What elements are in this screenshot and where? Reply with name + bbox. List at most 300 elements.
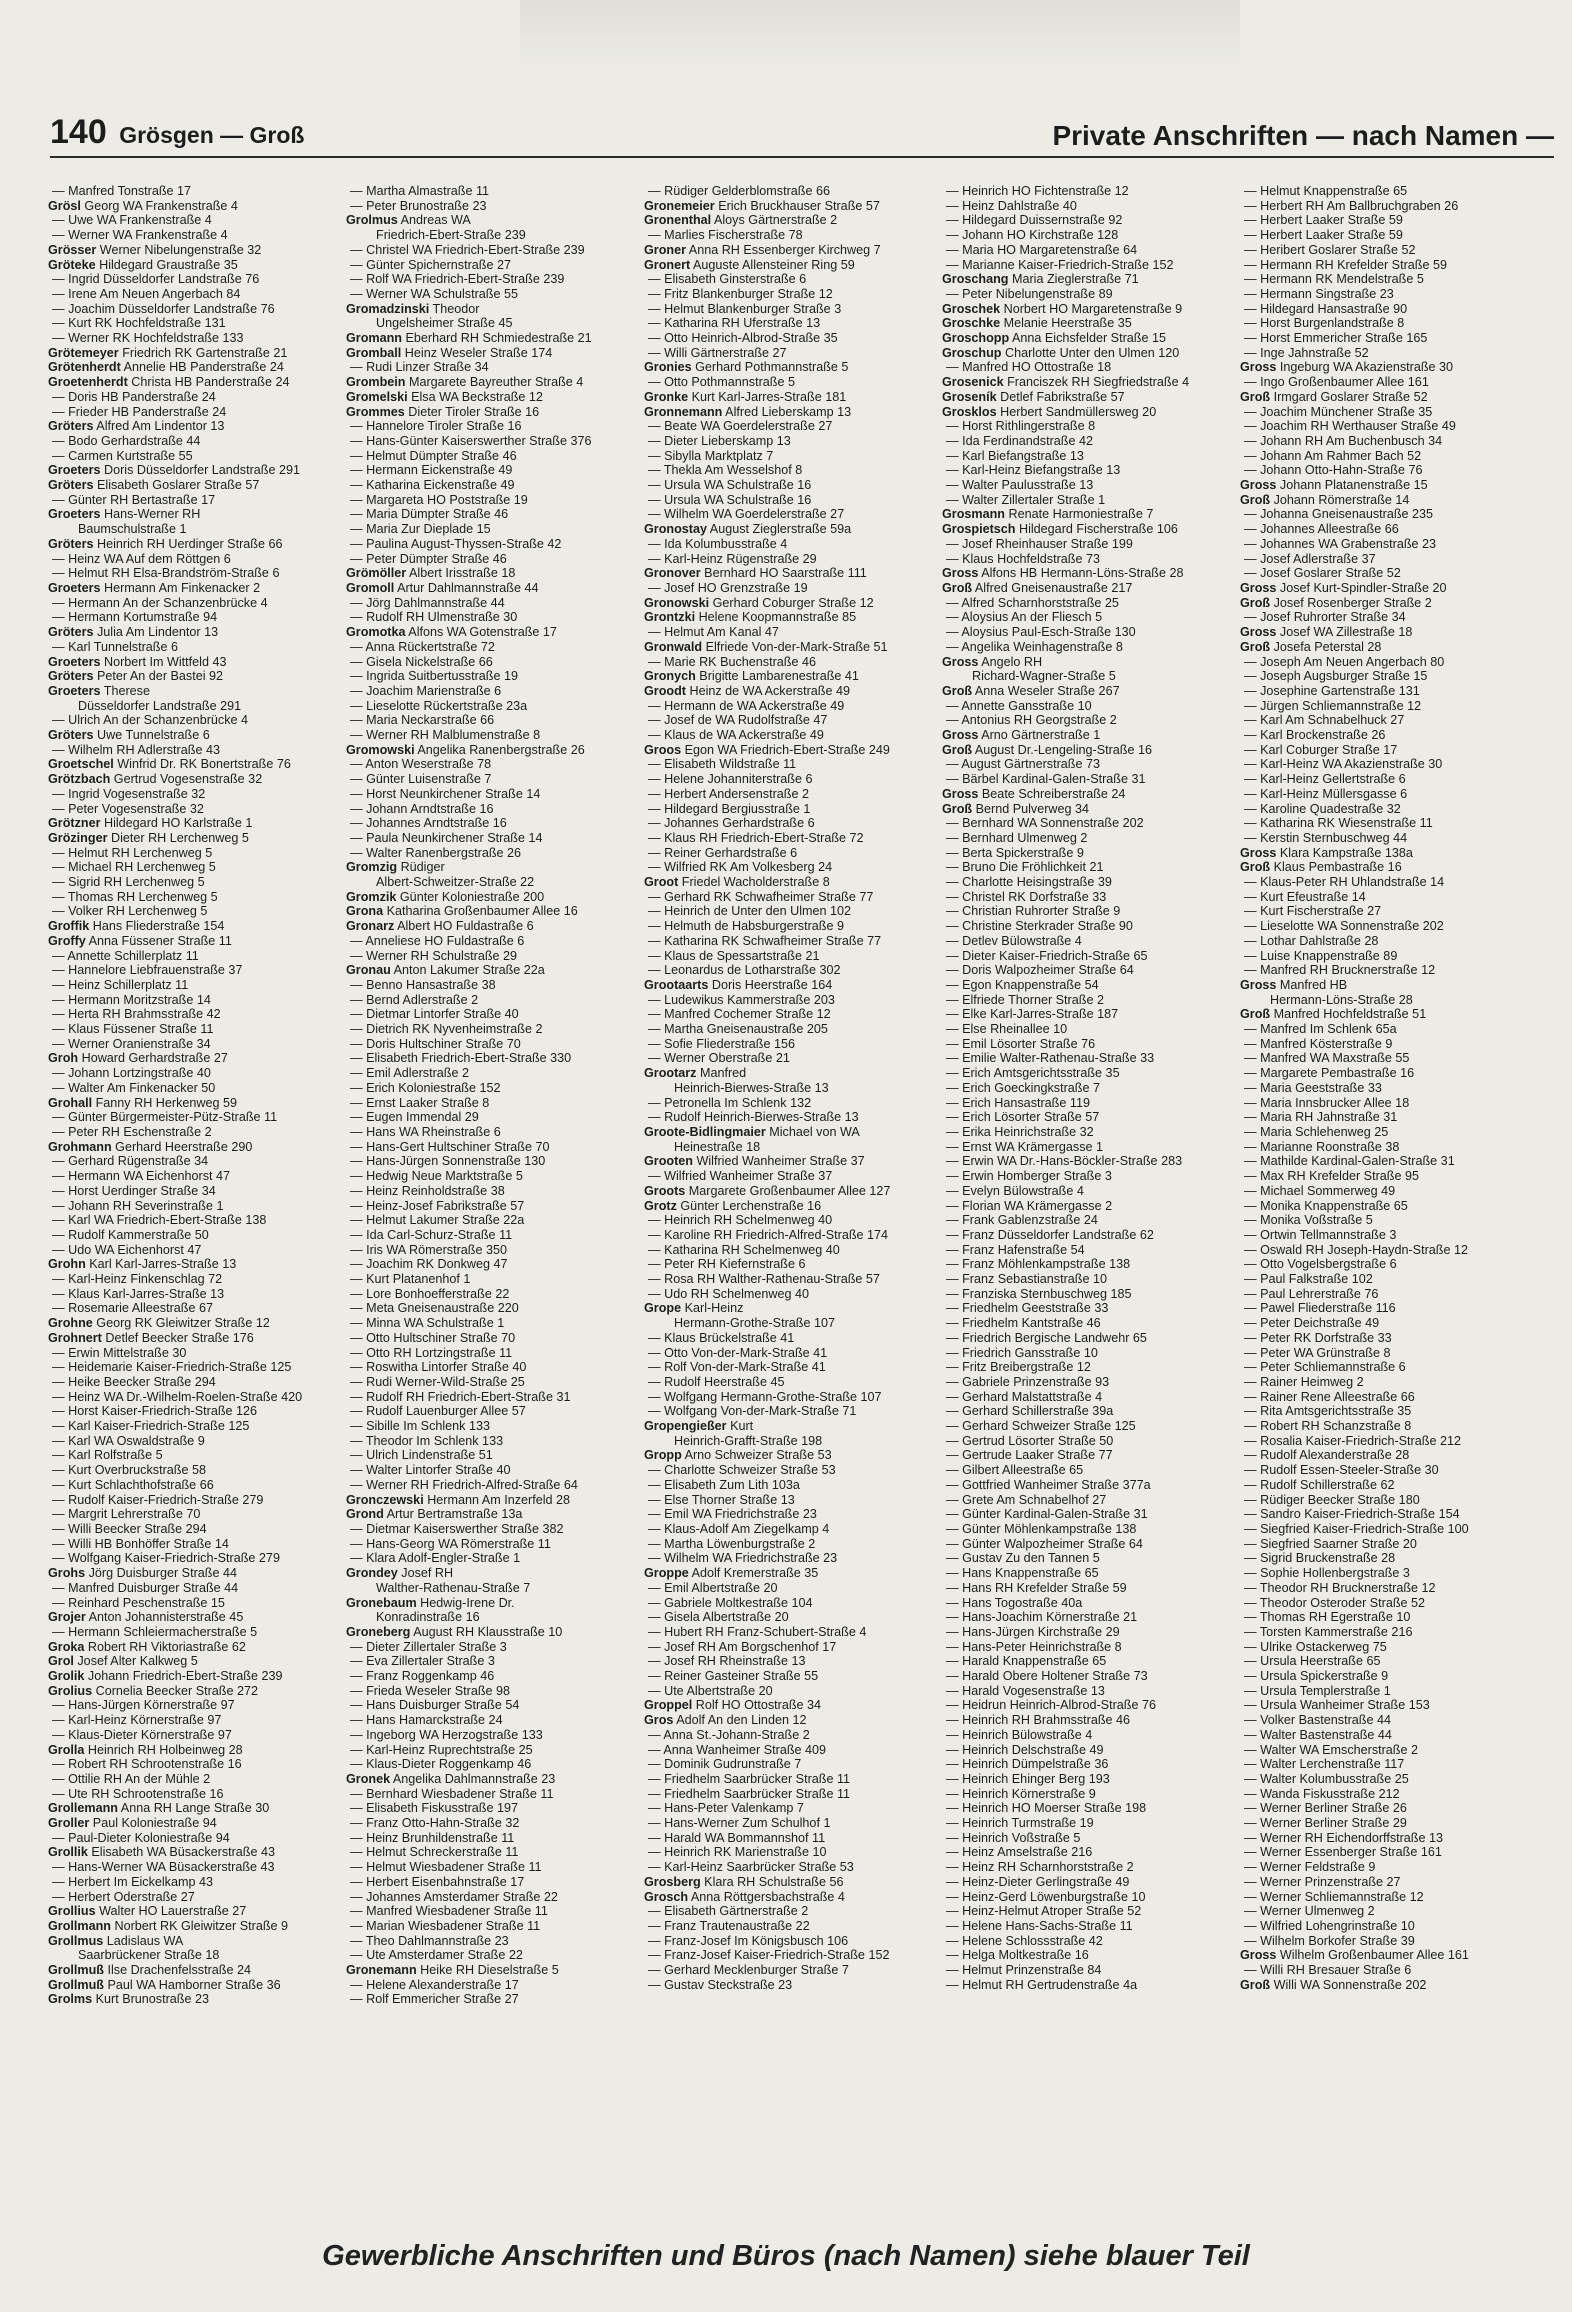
directory-entry: — Karl Kaiser-Friedrich-Straße 125 [52, 1419, 250, 1434]
directory-entry: — Gerhard Malstattstraße 4 [946, 1389, 1103, 1404]
directory-entry: Grollius Walter HO Lauerstraße 27 [48, 1904, 247, 1919]
directory-entry: — Heinrich HO Fichtenstraße 12 [946, 184, 1129, 198]
surname: Groeters [48, 507, 101, 522]
surname: Gröters [48, 728, 94, 743]
directory-entry: — Kurt Efeustraße 14 [1244, 889, 1366, 904]
directory-entry: — Detlev Bülowstraße 4 [946, 933, 1082, 948]
directory-entry: — Hannelore Liebfrauenstraße 37 [52, 963, 243, 978]
directory-entry: — Gerhard RK Schwafheimer Straße 77 [648, 889, 874, 904]
directory-entry: — Angelika Weinhagenstraße 8 [946, 639, 1123, 654]
directory-entry: — Josephine Gartenstraße 131 [1244, 683, 1420, 698]
directory-entry: — Gottfried Wanheimer Straße 377a [946, 1477, 1151, 1492]
directory-entry: — Franz Düsseldorfer Landstraße 62 [946, 1227, 1154, 1242]
directory-entry: Groß Manfred Hochfeldstraße 51 [1240, 1007, 1427, 1022]
directory-entry: — Willi Gärtnerstraße 27 [648, 345, 787, 360]
surname: Grolik [48, 1669, 85, 1684]
directory-entry: — Joachim Münchener Straße 35 [1244, 404, 1433, 419]
directory-entry: — Anna Wanheimer Straße 409 [648, 1742, 827, 1757]
directory-entry: Gröters Alfred Am Lindentor 13 [48, 419, 225, 434]
directory-entry: Grombein Margarete Bayreuther Straße 4 [346, 375, 584, 390]
directory-entry: — Günter Bürgermeister-Pütz-Straße 11 [52, 1110, 278, 1125]
directory-entry: — Heinrich Delschstraße 49 [946, 1742, 1104, 1757]
directory-entry: Richard-Wagner-Straße 5 [972, 669, 1116, 684]
surname: Grötenherdt [48, 360, 121, 375]
surname: Gronau [346, 963, 391, 978]
surname: Gromadzinski [346, 301, 430, 316]
column-5 [1240, 184, 1538, 2219]
surname: Gröters [48, 478, 94, 493]
directory-entry: — Friedhelm Geeststraße 33 [946, 1301, 1109, 1316]
directory-entry: — Josef Rheinhauser Straße 199 [946, 536, 1133, 551]
directory-entry: — Maria Dümpter Straße 46 [350, 507, 509, 522]
directory-entry: Grospietsch Hildegard Fischerstraße 106 [942, 522, 1178, 537]
surname: Groß [942, 580, 973, 595]
directory-entry: — Ortwin Tellmannstraße 3 [1244, 1227, 1397, 1242]
directory-entry: — Gustav Zu den Tannen 5 [946, 1551, 1100, 1566]
directory-entry: — Willi Beecker Straße 294 [52, 1521, 207, 1536]
directory-entry: — Franziska Sternbuschweg 185 [946, 1286, 1132, 1301]
directory-entry: — Reinhard Peschenstraße 15 [52, 1595, 225, 1610]
directory-entry: — Rudi Linzer Straße 34 [350, 360, 489, 375]
directory-entry: — Heinrich HO Moerser Straße 198 [946, 1801, 1147, 1816]
directory-entry: — Lieselotte WA Sonnenstraße 202 [1244, 919, 1444, 934]
surname: Gros [644, 1713, 674, 1728]
directory-entry: Gros Adolf An den Linden 12 [644, 1713, 807, 1728]
directory-entry: — Peter Vogesenstraße 32 [52, 801, 204, 816]
directory-entry: Groseník Detlef Fabrikstraße 57 [942, 389, 1125, 404]
directory-entry: — Doris Hultschiner Straße 70 [350, 1036, 521, 1051]
directory-entry: — Irene Am Neuen Angerbach 84 [52, 286, 241, 301]
directory-entry: — Hans-Jürgen Sonnenstraße 130 [350, 1154, 546, 1169]
directory-entry: — Helene Johanniterstraße 6 [648, 772, 813, 787]
directory-entry: Gromball Heinz Weseler Straße 174 [346, 345, 553, 360]
directory-entry: — Siegfried Kaiser-Friedrich-Straße 100 [1244, 1521, 1469, 1536]
directory-entry: — Hans Hamarckstraße 24 [350, 1713, 503, 1728]
directory-entry: — Ulrike Ostackerweg 75 [1244, 1639, 1387, 1654]
directory-entry: — Egon Knappenstraße 54 [946, 977, 1099, 992]
directory-entry: — Elisabeth Zum Lith 103a [648, 1477, 800, 1492]
directory-entry: — Ida Ferdinandstraße 42 [946, 433, 1094, 448]
surname: Grommes [346, 404, 405, 419]
surname: Gronowski [644, 595, 710, 610]
directory-entry: — Jörg Dahlmannstraße 44 [350, 595, 505, 610]
directory-entry: — Bernhard WA Sonnenstraße 202 [946, 816, 1144, 831]
directory-entry: Grosch Anna Röttgersbachstraße 4 [644, 1889, 845, 1904]
directory-entry: — Harald Knappenstraße 65 [946, 1654, 1107, 1669]
directory-entry: — Dieter Kaiser-Friedrich-Straße 65 [946, 948, 1148, 963]
directory-entry: — Rüdiger Beecker Straße 180 [1244, 1492, 1420, 1507]
directory-entry: Grohnert Detlef Beecker Straße 176 [48, 1330, 254, 1345]
directory-entry: — Hans-Gert Hultschiner Straße 70 [350, 1139, 550, 1154]
directory-entry: — Robert RH Schanzstraße 8 [1244, 1419, 1412, 1434]
directory-entry: — Reiner Gasteiner Straße 55 [648, 1669, 819, 1684]
directory-entry: — Eva Zillertaler Straße 3 [350, 1654, 495, 1669]
directory-entry: — Heinrich Ehinger Berg 193 [946, 1771, 1110, 1786]
directory-entry: — Siegfried Saarner Straße 20 [1244, 1536, 1417, 1551]
surname: Grohnert [48, 1330, 102, 1345]
directory-entry: — Sophie Hollenbergstraße 3 [1244, 1566, 1410, 1581]
directory-entry: Grootaarts Doris Heerstraße 164 [644, 977, 833, 992]
directory-entry: Gropengießer Kurt [644, 1419, 754, 1434]
directory-entry: — Klaus-Peter RH Uhlandstraße 14 [1244, 875, 1445, 890]
directory-entry: — Franz Otto-Hahn-Straße 32 [350, 1816, 520, 1831]
directory-entry: Grötemeyer Friedrich RK Gartenstraße 21 [48, 345, 288, 360]
directory-entry: — Klaus-Dieter Roggenkamp 46 [350, 1757, 532, 1772]
directory-entry: — Marianne Kaiser-Friedrich-Straße 152 [946, 257, 1174, 272]
directory-entry: — Rolf WA Friedrich-Ebert-Straße 239 [350, 272, 565, 287]
directory-entry: — Inge Jahnstraße 52 [1244, 345, 1369, 360]
surname: Grollmuß [48, 1977, 104, 1992]
surname: Gronczewski [346, 1492, 424, 1507]
directory-entry: — Hans-Georg WA Römerstraße 11 [350, 1536, 551, 1551]
surname: Groß [942, 801, 973, 816]
directory-entry: — Heinz WA Dr.-Wilhelm-Roelen-Straße 420 [52, 1389, 303, 1404]
directory-entry: — Werner Ulmenweg 2 [1244, 1904, 1375, 1919]
directory-entry: — Karl Tunnelstraße 6 [52, 639, 178, 654]
directory-entry: — Rudi Werner-Wild-Straße 25 [350, 1374, 525, 1389]
surname: Grolms [48, 1992, 93, 2007]
directory-entry: — Klara Adolf-Engler-Straße 1 [350, 1551, 521, 1566]
directory-entry: — Johann HO Kirchstraße 128 [946, 228, 1119, 243]
directory-entry: — Karl Am Schnabelhuck 27 [1244, 713, 1405, 728]
directory-entry: — Ida Carl-Schurz-Straße 11 [350, 1227, 513, 1242]
directory-entry: Groppe Adolf Kremerstraße 35 [644, 1566, 819, 1581]
directory-entry: — Elisabeth Ginsterstraße 6 [648, 272, 807, 287]
surname: Grohall [48, 1095, 93, 1110]
directory-entry: — Otto Heinrich-Albrod-Straße 35 [648, 331, 838, 346]
directory-entry: — Joseph Am Neuen Angerbach 80 [1244, 654, 1445, 669]
directory-entry: — Lothar Dahlstraße 28 [1244, 933, 1379, 948]
directory-entry: — Mathilde Kardinal-Galen-Straße 31 [1244, 1154, 1455, 1169]
directory-entry: — Heinz-Josef Fabrikstraße 57 [350, 1198, 525, 1213]
directory-entry: Baumschulstraße 1 [78, 522, 187, 537]
directory-entry: Gromoll Artur Dahlmannstraße 44 [346, 580, 539, 595]
directory-entry: — Christian Ruhrorter Straße 9 [946, 904, 1121, 919]
directory-entry: — Paula Neunkirchener Straße 14 [350, 830, 543, 845]
directory-entry: — Aloysius An der Fliesch 5 [946, 610, 1103, 625]
directory-entry: — Manfred Wiesbadener Straße 11 [350, 1904, 548, 1919]
directory-entry: — Benno Hansastraße 38 [350, 977, 496, 992]
directory-entry: Groeters Doris Düsseldorfer Landstraße 291 [48, 463, 300, 478]
directory-entry: Gröteke Hildegard Graustraße 35 [48, 257, 238, 272]
directory-entry: Saarbrückener Straße 18 [78, 1948, 220, 1963]
directory-entry: Grötenherdt Annelie HB Panderstraße 24 [48, 360, 284, 375]
directory-entry: — Karl-Heinz Biefangstraße 13 [946, 463, 1121, 478]
directory-entry: Groschke Melanie Heerstraße 35 [942, 316, 1132, 331]
directory-entry: Grötzbach Gertrud Vogesenstraße 32 [48, 772, 263, 787]
surname: Gromann [346, 331, 402, 346]
directory-entry: — Berta Spickerstraße 9 [946, 845, 1084, 860]
directory-entry: — Hermann WA Eichenhorst 47 [52, 1169, 231, 1184]
directory-entry: — Franz-Josef Im Königsbusch 106 [648, 1933, 849, 1948]
directory-entry: — Maria RH Jahnstraße 31 [1244, 1110, 1398, 1125]
surname: Grohn [48, 1257, 86, 1272]
directory-entry: — Martha Löwenburgstraße 2 [648, 1536, 816, 1551]
directory-entry: — Gerhard Schillerstraße 39a [946, 1404, 1114, 1419]
directory-entry: Grope Karl-Heinz [644, 1301, 744, 1316]
directory-entry: — Friedhelm Kantstraße 46 [946, 1316, 1101, 1331]
directory-entry: — Florian WA Krämergasse 2 [946, 1198, 1113, 1213]
directory-entry: — Helmuth de Habsburgerstraße 9 [648, 919, 844, 934]
directory-entry: — Hildegard Hansastraße 90 [1244, 301, 1408, 316]
directory-entry: — Klaus Füssener Straße 11 [52, 1022, 214, 1037]
directory-entry: — Manfred Duisburger Straße 44 [52, 1580, 239, 1595]
surname: Gropp [644, 1448, 682, 1463]
directory-entry: Groß Bernd Pulverweg 34 [942, 801, 1090, 816]
directory-entry: — Bernhard Ulmenweg 2 [946, 830, 1088, 845]
directory-entry: Grotz Günter Lerchenstraße 16 [644, 1198, 822, 1213]
surname: Grombein [346, 375, 406, 390]
directory-entry: — Franz Roggenkamp 46 [350, 1669, 495, 1684]
surname: Grootaarts [644, 977, 709, 992]
directory-entry: — Willi HB Bonhöffer Straße 14 [52, 1536, 229, 1551]
directory-entry: — Walter Am Finkenacker 50 [52, 1080, 216, 1095]
directory-entry: Grona Katharina Großenbaumer Allee 16 [346, 904, 578, 919]
directory-entry: — Johann RH Severinstraße 1 [52, 1198, 224, 1213]
directory-entry: — Jürgen Schliemannstraße 12 [1244, 698, 1422, 713]
directory-entry: — Otto Pothmannstraße 5 [648, 375, 795, 390]
directory-entry: — Rolf Von-der-Mark-Straße 41 [648, 1360, 826, 1375]
directory-entry: — Luise Knappenstraße 89 [1244, 948, 1398, 963]
directory-entry: — Herbert Laaker Straße 59 [1244, 228, 1403, 243]
directory-entry: — Werner Schliemannstraße 12 [1244, 1889, 1424, 1904]
directory-entry: — Günter Möhlenkampstraße 138 [946, 1521, 1137, 1536]
directory-entry: — Josef de WA Rudolfstraße 47 [648, 713, 828, 728]
directory-columns [48, 184, 1540, 2219]
directory-entry: Grohmann Gerhard Heerstraße 290 [48, 1139, 253, 1154]
directory-entry: — Klaus Karl-Jarres-Straße 13 [52, 1286, 225, 1301]
directory-entry: Gronych Brigitte Lambarenestraße 41 [644, 669, 859, 684]
directory-entry: — Hermann Kortumstraße 94 [52, 610, 218, 625]
directory-entry: Groetschel Winfrid Dr. RK Bonertstraße 76 [48, 757, 291, 772]
directory-entry: — Otto Von-der-Mark-Straße 41 [648, 1345, 828, 1360]
directory-entry: — Rudolf Heinrich-Bierwes-Straße 13 [648, 1110, 859, 1125]
directory-entry: Gromotka Alfons WA Gotenstraße 17 [346, 625, 557, 640]
surname: Grömöller [346, 566, 407, 581]
directory-entry: — Evelyn Bülowstraße 4 [946, 1183, 1084, 1198]
directory-entry: — Marie RK Buchenstraße 46 [648, 654, 816, 669]
directory-entry: — Heinrich Turmstraße 19 [946, 1816, 1094, 1831]
directory-entry: — Thomas RH Lerchenweg 5 [52, 889, 218, 904]
directory-entry: — Ute Albertstraße 20 [648, 1683, 773, 1698]
directory-entry: — Gabriele Prinzenstraße 93 [946, 1374, 1110, 1389]
surname: Groß [1240, 1007, 1271, 1022]
directory-entry: Grommes Dieter Tiroler Straße 16 [346, 404, 540, 419]
directory-entry: — Christel WA Friedrich-Ebert-Straße 239 [350, 242, 585, 257]
directory-entry: — Karl-Heinz Körnerstraße 97 [52, 1713, 222, 1728]
directory-entry: Groner Anna RH Essenberger Kirchweg 7 [644, 242, 881, 257]
directory-entry: — Willi RH Bresauer Straße 6 [1244, 1963, 1412, 1978]
directory-entry: — Martha Gneisenaustraße 205 [648, 1022, 828, 1037]
directory-entry: — Ingo Großenbaumer Allee 161 [1244, 375, 1429, 390]
directory-entry: — Maria Zur Dieplade 15 [350, 522, 491, 537]
directory-entry: — Doris HB Panderstraße 24 [52, 389, 216, 404]
directory-entry: — Helene Alexanderstraße 17 [350, 1977, 519, 1992]
directory-entry: Gronnemann Alfred Lieberskamp 13 [644, 404, 852, 419]
directory-entry: Gronke Kurt Karl-Jarres-Straße 181 [644, 389, 847, 404]
directory-entry: Grollmann Norbert RK Gleiwitzer Straße 9 [48, 1918, 289, 1933]
directory-entry: — Manfred Cochemer Straße 12 [648, 1007, 831, 1022]
directory-entry: Gross Johann Platanenstraße 15 [1240, 478, 1428, 493]
section-title: Private Anschriften — nach Namen — [1052, 120, 1554, 151]
directory-entry: Grolik Johann Friedrich-Ebert-Straße 239 [48, 1669, 283, 1684]
directory-entry: — Otto Vogelsbergstraße 6 [1244, 1257, 1397, 1272]
directory-entry: Friedrich-Ebert-Straße 239 [376, 228, 526, 243]
directory-entry: — Josef RH Rheinstraße 13 [648, 1654, 806, 1669]
directory-entry: — Bernhard Wiesbadener Straße 11 [350, 1786, 554, 1801]
directory-entry: — Anton Weserstraße 78 [350, 757, 492, 772]
directory-entry: — Herbert Im Eickelkamp 43 [52, 1874, 213, 1889]
directory-entry: — Anna St.-Johann-Straße 2 [648, 1727, 810, 1742]
page-number: 140 [50, 113, 107, 151]
directory-entry: — Karl Brockenstraße 26 [1244, 728, 1386, 743]
directory-entry: Groetenherdt Christa HB Panderstraße 24 [48, 375, 290, 390]
directory-entry: — Elisabeth Fiskusstraße 197 [350, 1801, 518, 1816]
directory-entry: Grollmus Ladislaus WA [48, 1933, 184, 1948]
directory-entry: Grosmann Renate Harmoniestraße 7 [942, 507, 1154, 522]
directory-entry: Ungelsheimer Straße 45 [376, 316, 513, 331]
directory-entry: — Fritz Breibergstraße 12 [946, 1360, 1091, 1375]
directory-entry: — Hans Togostraße 40a [946, 1595, 1083, 1610]
directory-entry: — Helga Moltkestraße 16 [946, 1948, 1089, 1963]
directory-entry: — Ursula Heerstraße 65 [1244, 1654, 1381, 1669]
directory-entry: — Else Rheinallee 10 [946, 1022, 1068, 1037]
directory-entry: Groeters Hans-Werner RH [48, 507, 201, 522]
directory-entry: — Ingeborg WA Herzogstraße 133 [350, 1727, 543, 1742]
directory-entry: — Heinrich RH Brahmsstraße 46 [946, 1713, 1131, 1728]
surname: Gropengießer [644, 1419, 727, 1434]
surname: Gronebaum [346, 1595, 417, 1610]
surname: Groot [644, 875, 679, 890]
directory-entry: — Monika Voßstraße 5 [1244, 1213, 1373, 1228]
directory-entry: — Gisela Nickelstraße 66 [350, 654, 493, 669]
directory-entry: — Herbert Andersenstraße 2 [648, 786, 809, 801]
directory-entry: — Karl Rolfstraße 5 [52, 1448, 163, 1463]
directory-entry: Groß August Dr.-Lengeling-Straße 16 [942, 742, 1153, 757]
directory-entry: — Sigrid Bruckenstraße 28 [1244, 1551, 1396, 1566]
surname: Gronert [644, 257, 691, 272]
directory-entry: — Ute RH Schrootenstraße 16 [52, 1786, 224, 1801]
directory-entry: Gromadzinski Theodor [346, 301, 480, 316]
surname: Gromzik [346, 889, 397, 904]
directory-entry: Gross Ingeburg WA Akazienstraße 30 [1240, 360, 1454, 375]
surname: Groneberg [346, 1624, 411, 1639]
directory-entry: Groppel Rolf HO Ottostraße 34 [644, 1698, 822, 1713]
directory-entry: — Erich Koloniestraße 152 [350, 1080, 501, 1095]
column-1 [48, 184, 346, 2219]
directory-entry: — Rainer Rene Alleestraße 66 [1244, 1389, 1415, 1404]
directory-entry: — Gerhard Rügenstraße 34 [52, 1154, 209, 1169]
surname: Gromball [346, 345, 402, 360]
directory-entry: — Paul-Dieter Koloniestraße 94 [52, 1830, 230, 1845]
directory-entry: — Volker Bastenstraße 44 [1244, 1713, 1391, 1728]
directory-entry: — Heinz Brunhildenstraße 11 [350, 1830, 515, 1845]
surname: Groos [644, 742, 682, 757]
directory-entry: — Günter Walpozheimer Straße 64 [946, 1536, 1143, 1551]
directory-entry: — Peter Nibelungenstraße 89 [946, 286, 1113, 301]
directory-entry: Gropp Arno Schweizer Straße 53 [644, 1448, 832, 1463]
directory-entry: — Maria Schlehenweg 25 [1244, 1125, 1389, 1139]
directory-entry: — Werner RH Friedrich-Alfred-Straße 64 [350, 1477, 578, 1492]
directory-entry: — Helmut Am Kanal 47 [648, 625, 779, 640]
directory-entry: Groß Irmgard Goslarer Straße 52 [1240, 389, 1428, 404]
directory-entry: — Erika Heinrichstraße 32 [946, 1125, 1094, 1139]
directory-entry: — Theodor Im Schlenk 133 [350, 1433, 504, 1448]
surname: Gross [1240, 580, 1277, 595]
directory-entry: — Hermann Eickenstraße 49 [350, 463, 513, 478]
directory-entry: — Hildegard Duissernstraße 92 [946, 213, 1123, 228]
directory-entry: — Josef Ruhrorter Straße 34 [1244, 610, 1406, 625]
surname: Gronwald [644, 639, 703, 654]
directory-entry: Grond Artur Bertramstraße 13a [346, 1507, 523, 1522]
surname: Gröteke [48, 257, 96, 272]
directory-entry: Groschup Charlotte Unter den Ulmen 120 [942, 345, 1180, 360]
surname: Groß [1240, 595, 1271, 610]
directory-entry: Grötzner Hildegard HO Karlstraße 1 [48, 816, 253, 831]
directory-entry: — Walter Lintorfer Straße 40 [350, 1463, 511, 1478]
directory-entry: Gronies Gerhard Pothmannstraße 5 [644, 360, 849, 375]
directory-entry: — Reiner Gerhardstraße 6 [648, 845, 798, 860]
surname: Gromoll [346, 580, 395, 595]
directory-entry: Grooten Wilfried Wanheimer Straße 37 [644, 1154, 865, 1169]
directory-entry: — Johannes Amsterdamer Straße 22 [350, 1889, 558, 1904]
surname: Groß [1240, 639, 1271, 654]
surname: Grosch [644, 1889, 689, 1904]
surname: Groetenherdt [48, 375, 128, 390]
surname: Grope [644, 1301, 682, 1316]
directory-entry: Gromowski Angelika Ranenbergstraße 26 [346, 742, 585, 757]
directory-entry: — Joachim Marienstraße 6 [350, 683, 502, 698]
directory-entry: — Roswitha Lintorfer Straße 40 [350, 1360, 527, 1375]
surname: Groffy [48, 933, 86, 948]
directory-entry: — Helmut Dümpter Straße 46 [350, 448, 517, 463]
directory-entry: — Wilhelm RH Adlerstraße 43 [52, 742, 220, 757]
directory-entry: Groh Howard Gerhardstraße 27 [48, 1051, 228, 1066]
directory-entry: — Manfred Kösterstraße 9 [1244, 1036, 1393, 1051]
directory-entry: — Walter Lerchenstraße 117 [1244, 1757, 1405, 1772]
directory-entry: — Heinz-Dieter Gerlingstraße 49 [946, 1874, 1130, 1889]
directory-entry: — Joseph Augsburger Straße 15 [1244, 669, 1428, 684]
directory-entry: — Gertrud Lösorter Straße 50 [946, 1433, 1114, 1448]
directory-entry: — Klaus-Adolf Am Ziegelkamp 4 [648, 1521, 830, 1536]
directory-entry: Grootarz Manfred [644, 1066, 747, 1081]
directory-entry: — Paul Lehrerstraße 76 [1244, 1286, 1379, 1301]
directory-entry: Grösser Werner Nibelungenstraße 32 [48, 242, 262, 257]
directory-entry: — Rosa RH Walther-Rathenau-Straße 57 [648, 1272, 880, 1287]
directory-entry: — Karl WA Friedrich-Ebert-Straße 138 [52, 1213, 267, 1228]
directory-entry: — Helmut RH Lerchenweg 5 [52, 845, 213, 860]
directory-entry: — Heinz-Helmut Atroper Straße 52 [946, 1904, 1142, 1919]
surname: Grond [346, 1507, 384, 1522]
surname: Grötzbach [48, 772, 111, 787]
surname: Gross [942, 654, 979, 669]
directory-entry: — Helmut Prinzenstraße 84 [946, 1963, 1102, 1978]
directory-entry: Gromzig Rüdiger [346, 860, 445, 875]
directory-entry: — Sibille Im Schlenk 133 [350, 1419, 490, 1434]
surname: Gromelski [346, 389, 408, 404]
surname: Groß [1240, 492, 1271, 507]
directory-entry: — Eugen Immendal 29 [350, 1110, 479, 1125]
directory-entry: — Franz Hafenstraße 54 [946, 1242, 1085, 1257]
directory-entry: — Robert RH Schrootenstraße 16 [52, 1757, 242, 1772]
directory-entry: — Wanda Fiskusstraße 212 [1244, 1786, 1400, 1801]
surname: Gröters [48, 669, 94, 684]
directory-entry: — Wilhelm Borkofer Straße 39 [1244, 1933, 1415, 1948]
directory-entry: — Herbert Laaker Straße 59 [1244, 213, 1403, 228]
directory-entry: — Peter Deichstraße 49 [1244, 1316, 1380, 1331]
directory-entry: Gronover Bernhard HO Saarstraße 111 [644, 566, 867, 581]
surname: Gross [1240, 478, 1277, 493]
